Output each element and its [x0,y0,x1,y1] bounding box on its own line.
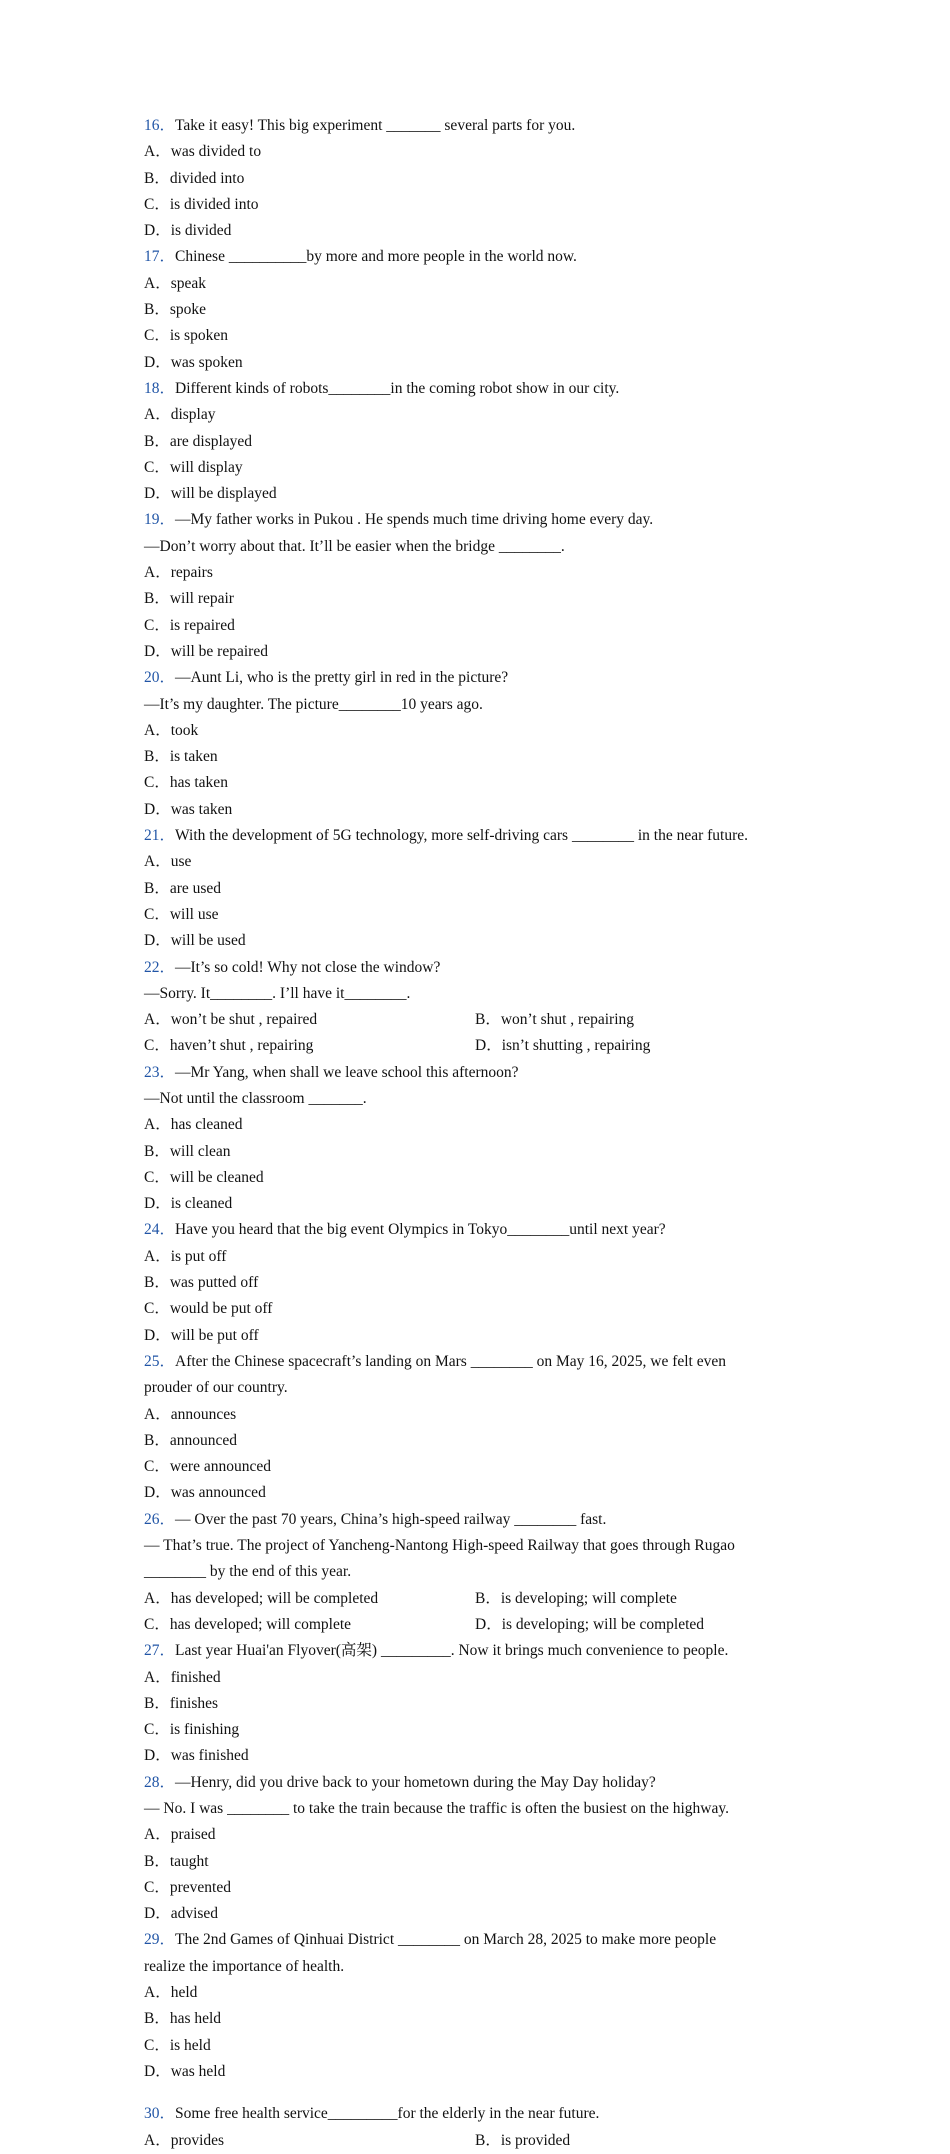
answer-option-b[interactable]: B．are used [144,879,222,897]
question-25 [144,1349,814,1507]
answer-option-a[interactable]: A．won’t be shut , repaired [144,1011,318,1029]
options-row [144,902,814,928]
question-22 [144,955,814,1060]
question-number: 23． [144,1063,176,1081]
question-stem [144,244,814,270]
answer-option-c[interactable]: C．will use [144,905,219,923]
answer-option-c[interactable]: C．were announced [144,1458,271,1476]
answer-option-b[interactable]: B．announced [144,1431,237,1449]
question-stem-continuation [144,534,814,560]
question-stem-continuation [144,1533,814,1559]
answer-option-a[interactable]: A．announces [144,1405,237,1423]
answer-option-c[interactable]: C．will display [144,458,243,476]
question-text: Some free health service_________for the elderly in the near future. [175,2105,600,2123]
question-18 [144,376,814,507]
answer-option-d[interactable]: D．was taken [144,800,233,818]
options-row [144,402,814,428]
question-text: Last year Huai'an Flyover(高架) _________. Now it brings much convenience to people. [175,1642,729,1660]
answer-option-b[interactable]: B．spoke [144,301,207,319]
options-row [144,770,814,796]
question-stem [144,1060,814,1086]
answer-option-a[interactable]: A．repairs [144,564,213,582]
answer-option-c[interactable]: C．prevented [144,1878,231,1896]
question-text: The 2nd Games of Qinhuai District ________ on March 28, 2025 to make more people [175,1931,717,1949]
options-row [144,429,814,455]
options-row [144,2033,814,2059]
answer-option-a[interactable]: A．was divided to [144,143,262,161]
question-text: —Sorry. It________. I’ll have it________. [144,984,411,1002]
options-row [144,481,814,507]
question-text: Have you heard that the big event Olympics in Tokyo________until next year? [175,1221,666,1239]
answer-option-d[interactable]: D．was held [144,2062,226,2080]
question-stem [144,1217,814,1243]
options-row [144,639,814,665]
options-row [144,1822,814,1848]
options-row [144,1665,814,1691]
question-text: prouder of our country. [144,1379,288,1397]
answer-option-b[interactable]: B．has held [144,2010,222,2028]
options-row [144,1191,814,1217]
question-27 [144,1638,814,1769]
question-number: 16． [144,117,176,134]
answer-option-b[interactable]: B．divided into [144,169,245,187]
question-text: Chinese __________by more and more people in the world now. [175,248,577,266]
answer-option-d[interactable]: D．was finished [144,1747,249,1765]
question-text: —Don’t worry about that. It’ll be easier when the bridge ________. [144,537,565,555]
answer-option-a[interactable]: A．has cleaned [144,1116,243,1134]
question-19 [144,507,814,665]
options-row [144,1717,814,1743]
question-stem-continuation [144,1375,814,1401]
question-number: 24． [144,1221,176,1239]
options-row [144,1454,814,1480]
answer-option-a[interactable]: A．has developed; will be completed [144,1589,379,1607]
answer-option-a[interactable]: A．took [144,721,199,739]
options-row [144,1743,814,1769]
question-stem-continuation [144,692,814,718]
question-stem [144,376,814,402]
question-number: 21． [144,827,176,845]
question-number: 26． [144,1510,176,1528]
answer-option-c[interactable]: C．would be put off [144,1300,273,1318]
answer-option-a[interactable]: A．finished [144,1668,221,1686]
answer-option-c[interactable]: C．is repaired [144,616,235,634]
answer-option-b[interactable]: B．is taken [144,748,218,766]
answer-option-d[interactable]: D．will be put off [144,1326,259,1344]
question-text: —Not until the classroom _______. [144,1089,367,1107]
answer-option-a[interactable]: A．provides [144,2131,225,2149]
question-30 [144,2101,814,2154]
options-row [144,166,814,192]
options-row [144,797,814,823]
options-row [144,1165,814,1191]
options-row [144,218,814,244]
answer-option-d[interactable]: D．will be displayed [144,485,277,503]
answer-option-d[interactable]: D．advised [144,1905,219,1923]
options-row [144,139,814,165]
question-list [144,113,814,2154]
question-stem [144,1638,814,1664]
options-row [144,2006,814,2032]
question-stem [144,2101,814,2127]
question-number: 17． [144,248,176,266]
question-stem [144,823,814,849]
options-row [144,1480,814,1506]
question-text: —Henry, did you drive back to your hometown during the May Day holiday? [175,1773,656,1791]
question-text: Take it easy! This big experiment _______ several parts for you. [175,117,576,134]
question-stem [144,113,814,139]
options-row [144,2059,814,2085]
options-row [144,2128,814,2154]
question-stem-continuation [144,1796,814,1822]
question-stem [144,1770,814,1796]
question-text: ________ by the end of this year. [144,1563,352,1581]
answer-option-d[interactable]: D．isn’t shutting , repairing [475,1037,651,1055]
answer-option-d[interactable]: D．will be used [144,932,246,950]
options-row [144,1901,814,1927]
question-number: 30． [144,2105,176,2123]
question-17 [144,244,814,375]
options-row [144,928,814,954]
question-stem [144,1927,814,1953]
answer-option-a[interactable]: A．is put off [144,1247,227,1265]
answer-option-c[interactable]: C．haven’t shut , repairing [144,1037,314,1055]
question-number: 25． [144,1352,176,1370]
question-text: —My father works in Pukou . He spends much time driving home every day. [175,511,654,529]
answer-option-d[interactable]: D．will be repaired [144,642,268,660]
options-row [144,876,814,902]
answer-option-d[interactable]: D．was announced [144,1484,266,1502]
answer-option-c[interactable]: C．will be cleaned [144,1168,264,1186]
answer-option-a[interactable]: A．display [144,406,216,424]
question-stem-continuation [144,1954,814,1980]
answer-option-a[interactable]: A．use [144,853,192,871]
question-number: 28． [144,1773,176,1791]
options-row [144,1849,814,1875]
question-number: 20． [144,669,176,687]
question-26 [144,1507,814,1638]
options-row [144,1033,814,1059]
options-row [144,1007,814,1033]
answer-option-b[interactable]: B．is developing; will complete [475,1589,677,1607]
question-29 [144,1927,814,2085]
answer-option-b[interactable]: B．taught [144,1852,209,1870]
options-row [144,1139,814,1165]
options-row [144,586,814,612]
answer-option-c[interactable]: C．is spoken [144,327,228,345]
answer-option-b[interactable]: B．are displayed [144,432,253,450]
question-20 [144,665,814,823]
options-row [144,192,814,218]
answer-option-c[interactable]: C．is divided into [144,195,259,213]
answer-option-b[interactable]: B．will clean [144,1142,231,1160]
answer-option-c[interactable]: C．has developed; will complete [144,1615,352,1633]
answer-option-c[interactable]: C．is finishing [144,1721,240,1739]
options-row [144,1270,814,1296]
answer-option-d[interactable]: D．is developing; will be completed [475,1615,705,1633]
options-row [144,271,814,297]
question-21 [144,823,814,954]
question-stem [144,955,814,981]
question-number: 19． [144,511,176,529]
options-row [144,744,814,770]
question-text: — Over the past 70 years, China’s high-speed railway ________ fast. [175,1510,607,1528]
options-row [144,1244,814,1270]
question-stem [144,507,814,533]
question-28 [144,1770,814,1928]
answer-option-b[interactable]: B．was putted off [144,1274,259,1292]
options-row [144,613,814,639]
options-row [144,297,814,323]
options-row [144,1402,814,1428]
question-stem [144,1507,814,1533]
answer-option-a[interactable]: A．held [144,1984,198,2002]
options-row [144,1875,814,1901]
options-row [144,1112,814,1138]
options-row [144,1428,814,1454]
answer-option-c[interactable]: C．has taken [144,774,228,792]
question-text: realize the importance of health. [144,1957,345,1975]
question-number: 29． [144,1931,176,1949]
question-number: 27． [144,1642,176,1660]
options-row [144,1586,814,1612]
question-stem-continuation [144,981,814,1007]
answer-option-b[interactable]: B．won’t shut , repairing [475,1011,635,1029]
options-row [144,560,814,586]
options-row [144,323,814,349]
question-24 [144,1217,814,1348]
options-row [144,1296,814,1322]
question-text: Different kinds of robots________in the coming robot show in our city. [175,379,620,397]
options-row [144,455,814,481]
answer-option-a[interactable]: A．praised [144,1826,216,1844]
question-stem [144,665,814,691]
options-row [144,1323,814,1349]
question-text: — No. I was ________ to take the train because the traffic is often the busiest on the highway. [144,1800,729,1817]
options-row [144,718,814,744]
answer-option-c[interactable]: C．is held [144,2036,211,2054]
question-text: —It’s my daughter. The picture________10 years ago. [144,695,483,713]
question-text: —It’s so cold! Why not close the window? [175,958,441,976]
question-text: With the development of 5G technology, more self-driving cars ________ in the near future. [175,827,749,845]
answer-option-b[interactable]: B．is provided [475,2131,571,2149]
question-text: —Aunt Li, who is the pretty girl in red in the picture? [175,669,509,687]
question-stem [144,1349,814,1375]
options-row [144,1691,814,1717]
question-number: 18． [144,379,176,397]
answer-option-d[interactable]: D．was spoken [144,353,243,371]
question-16 [144,113,814,244]
options-row [144,350,814,376]
options-row [144,1612,814,1638]
answer-option-a[interactable]: A．speak [144,274,206,292]
question-text: —Mr Yang, when shall we leave school this afternoon? [175,1063,519,1081]
question-text: — That’s true. The project of Yancheng-Nantong High-speed Railway that goes through Rugao [144,1537,735,1555]
answer-option-b[interactable]: B．will repair [144,590,234,608]
question-23 [144,1060,814,1218]
question-stem-continuation [144,1559,814,1585]
question-stem-continuation [144,1086,814,1112]
question-text: After the Chinese spacecraft’s landing on Mars ________ on May 16, 2025, we felt even [175,1352,726,1370]
answer-option-d[interactable]: D．is divided [144,222,232,240]
options-row [144,849,814,875]
options-row [144,1980,814,2006]
answer-option-b[interactable]: B．finishes [144,1694,219,1712]
answer-option-d[interactable]: D．is cleaned [144,1195,233,1213]
question-number: 22． [144,958,176,976]
